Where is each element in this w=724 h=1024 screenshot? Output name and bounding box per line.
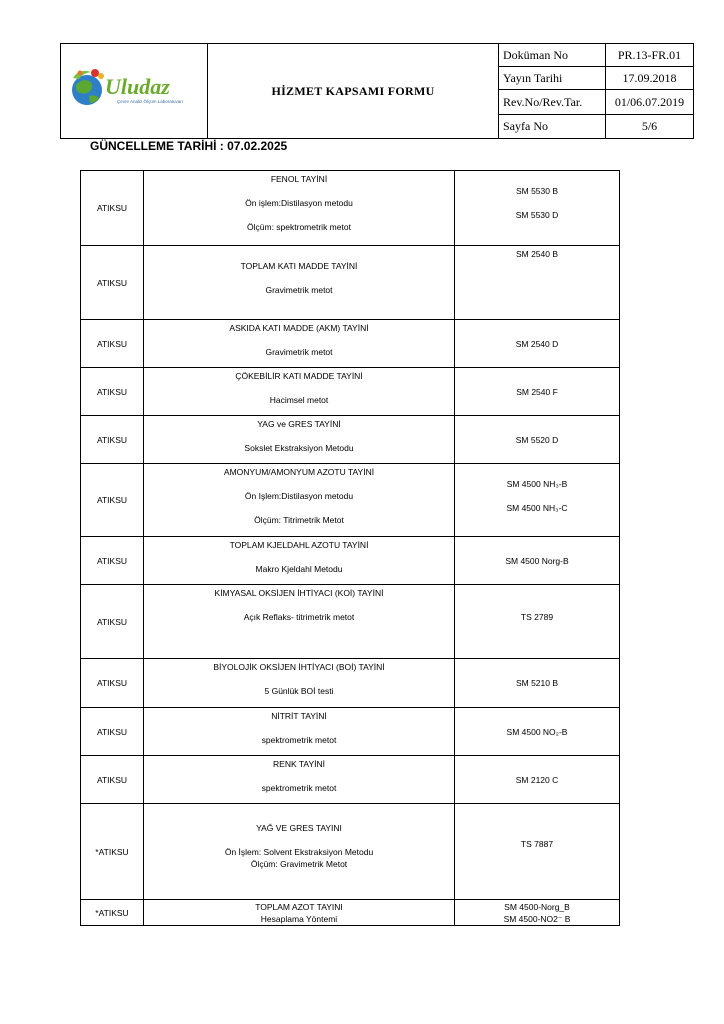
standard-line: SM 2540 D — [515, 338, 559, 349]
method-line: Açık Reflaks- titrimetrik metot — [243, 612, 355, 622]
pub-date-value: 17.09.2018 — [606, 67, 694, 90]
method-line: ÇÖKEBİLİR KATI MADDE TAYİNİ — [235, 371, 363, 381]
standard-cell — [455, 464, 620, 537]
method-line: BİYOLOJİK OKSİJEN İHTİYACI (BOİ) TAYİNİ — [213, 662, 385, 672]
standard-cell — [455, 368, 620, 416]
method-cell — [144, 708, 455, 756]
matrix-cell: ATIKSU — [81, 537, 144, 585]
standard-line: SM 4500 NO₂-B — [506, 726, 568, 737]
table-row — [81, 246, 620, 320]
method-line: Gravimetrik metot — [265, 285, 333, 295]
standard-line: SM 5530 B — [515, 186, 559, 196]
method-line: spektrometrik metot — [261, 735, 337, 745]
form-title: HİZMET KAPSAMI FORMU — [208, 44, 499, 139]
table-row — [81, 900, 620, 926]
method-line: Ölçüm: Titrimetrik Metot — [254, 515, 344, 525]
svg-text:Çevre Analiz Ölçüm Laboratuvar: Çevre Analiz Ölçüm Laboratuvarı — [117, 99, 184, 104]
matrix-cell: ATIKSU — [81, 368, 144, 416]
method-cell — [144, 659, 455, 708]
table-row — [81, 537, 620, 585]
table-row — [81, 659, 620, 708]
method-cell — [144, 537, 455, 585]
standard-line: SM 2540 B — [515, 249, 559, 259]
standard-line: TS 7887 — [520, 839, 554, 849]
method-cell — [144, 756, 455, 804]
table-row — [81, 416, 620, 464]
table-row — [81, 368, 620, 416]
method-cell — [144, 585, 455, 659]
standard-cell — [455, 900, 620, 926]
method-cell — [144, 246, 455, 320]
update-date: GÜNCELLEME TARİHİ : 07.02.2025 — [90, 139, 288, 153]
standard-cell — [455, 756, 620, 804]
standard-line: SM 2120 C — [515, 774, 559, 785]
standard-line: SM 5210 B — [515, 678, 559, 688]
method-line: YAG ve GRES TAYİNİ — [257, 419, 341, 429]
method-cell — [144, 171, 455, 246]
standard-cell — [455, 585, 620, 659]
service-scope-table — [80, 170, 620, 926]
table-row — [81, 804, 620, 900]
standard-cell — [455, 708, 620, 756]
method-line: RENK TAYİNİ — [273, 759, 325, 769]
matrix-cell: ATIKSU — [81, 708, 144, 756]
method-line: Makro Kjeldahl Metodu — [255, 564, 343, 574]
method-line: 5 Günlük BOİ testi — [264, 686, 334, 696]
doc-no-value: PR.13-FR.01 — [606, 44, 694, 67]
method-line: Ölçüm: spektrometrik metot — [247, 222, 351, 232]
rev-value: 01/06.07.2019 — [606, 90, 694, 114]
table-row — [81, 320, 620, 368]
table-row — [81, 756, 620, 804]
standard-cell — [455, 246, 620, 320]
method-line: Ön İşlem: Solvent Ekstraksiyon Metodu — [224, 847, 374, 857]
table-row — [81, 585, 620, 659]
table-row — [81, 708, 620, 756]
matrix-cell: ATIKSU — [81, 320, 144, 368]
standard-cell — [455, 537, 620, 585]
method-line: Hesaplama Yöntemi — [260, 914, 338, 924]
standard-line: SM 5520 D — [515, 434, 559, 445]
matrix-cell: ATIKSU — [81, 171, 144, 246]
method-line: ASKIDA KATI MADDE (AKM) TAYİNİ — [229, 323, 369, 333]
table-row — [81, 171, 620, 246]
standard-cell — [455, 416, 620, 464]
method-line: Ölçüm: Gravimetrik Metot — [250, 859, 348, 869]
standard-line: TS 2789 — [520, 612, 554, 622]
standard-line: SM 5530 D — [515, 210, 559, 220]
method-cell — [144, 804, 455, 900]
matrix-cell: ATIKSU — [81, 585, 144, 659]
standard-cell — [455, 320, 620, 368]
document-header — [60, 43, 694, 139]
svg-text:Uludaz: Uludaz — [105, 74, 170, 99]
matrix-cell: *ATIKSU — [81, 900, 144, 926]
matrix-cell: ATIKSU — [81, 659, 144, 708]
matrix-cell: ATIKSU — [81, 246, 144, 320]
method-line: Hacimsel metot — [269, 395, 329, 405]
method-cell — [144, 900, 455, 926]
method-cell — [144, 320, 455, 368]
matrix-cell: *ATIKSU — [81, 804, 144, 900]
method-line: TOPLAM AZOT TAYINI — [255, 902, 343, 912]
standard-cell — [455, 804, 620, 900]
standard-line: SM 4500 Norg-B — [505, 555, 569, 566]
page-value: 5/6 — [606, 114, 694, 138]
standard-line: SM 4500-NO2⁻ B — [503, 914, 571, 924]
method-line: Ön Işlem:Distilasyon metodu — [244, 491, 354, 501]
globe-logo-icon — [67, 64, 203, 114]
method-line: TOPLAM KJELDAHL AZOTU TAYİNİ — [229, 540, 369, 550]
standard-line: SM 2540 F — [516, 386, 558, 397]
matrix-cell: ATIKSU — [81, 416, 144, 464]
standard-line: SM 4500-Norg_B — [504, 902, 570, 912]
company-logo — [61, 44, 207, 138]
method-line: TOPLAM KATI MADDE TAYİNİ — [240, 261, 358, 271]
standard-line: SM 4500 NH₃-C — [506, 503, 568, 513]
method-line: KİMYASAL OKSİJEN İHTİYACI (KOİ) TAYİNİ — [214, 588, 384, 598]
method-line: FENOL TAYİNİ — [270, 174, 328, 184]
method-cell — [144, 416, 455, 464]
doc-no-label: Doküman No — [499, 44, 606, 67]
method-cell — [144, 464, 455, 537]
matrix-cell: ATIKSU — [81, 464, 144, 537]
standard-cell — [455, 171, 620, 246]
method-line: Sokslet Ekstraksiyon Metodu — [244, 443, 354, 453]
method-cell — [144, 368, 455, 416]
method-line: NİTRİT TAYİNİ — [271, 711, 327, 721]
standard-cell — [455, 659, 620, 708]
logo-cell — [61, 44, 208, 139]
pub-date-label: Yayın Tarihi — [499, 67, 606, 90]
standard-line: SM 4500 NH₃-B — [506, 479, 568, 489]
matrix-cell: ATIKSU — [81, 756, 144, 804]
table-row — [81, 464, 620, 537]
page-label: Sayfa No — [499, 114, 606, 138]
method-line: Gravimetrik metot — [265, 347, 333, 357]
method-line: YAĞ VE GRES TAYINI — [256, 823, 342, 833]
method-line: Ön işlem:Distilasyon metodu — [245, 198, 353, 208]
method-line: AMONYUM/AMONYUM AZOTU TAYİNİ — [223, 467, 375, 477]
method-line: spektrometrik metot — [261, 783, 337, 793]
rev-label: Rev.No/Rev.Tar. — [499, 90, 606, 114]
